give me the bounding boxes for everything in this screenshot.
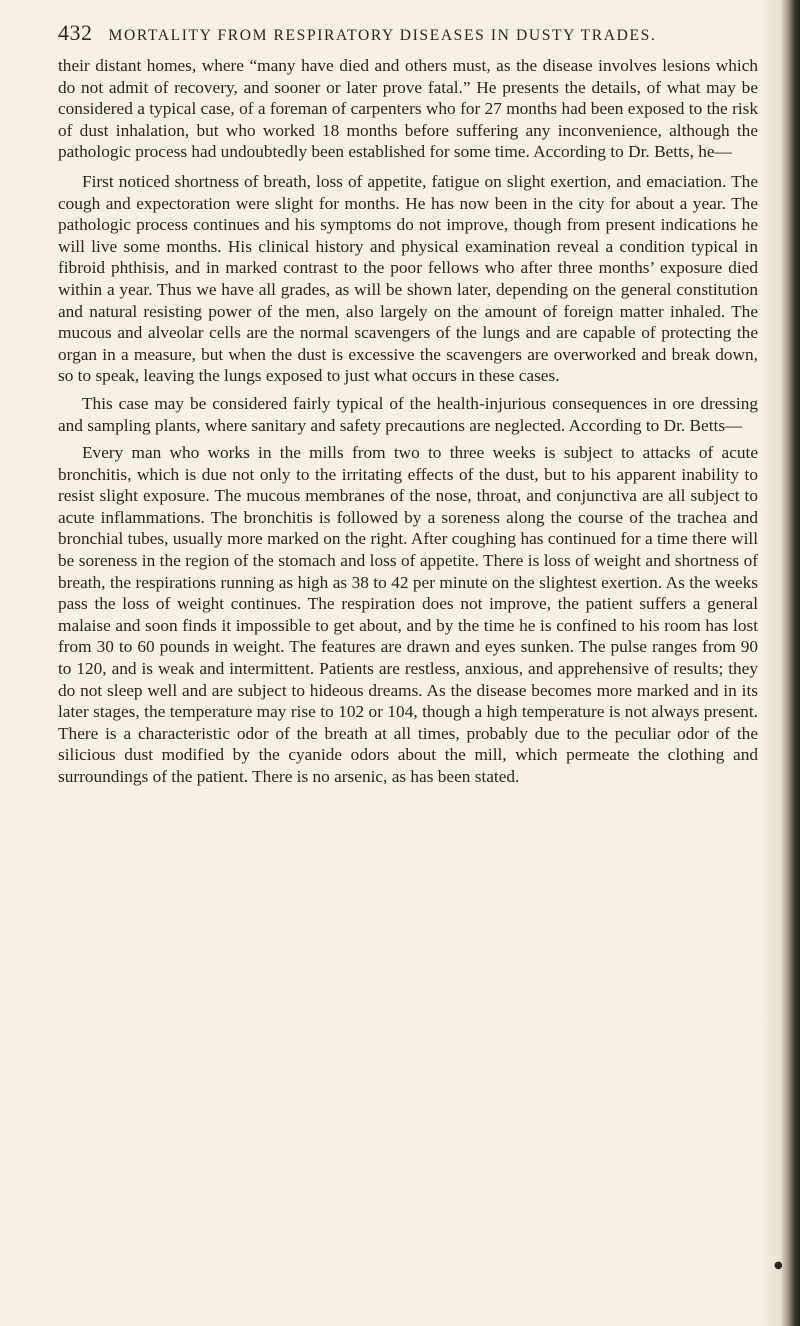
page-header <box>58 20 758 54</box>
paragraph-typical-case: This case may be considered fairly typical of the health-injurious consequences in ore dressing and sampling plants, where sanitary and safety precautions are neglected. According to Dr. Betts— <box>58 393 758 435</box>
quoted-paragraph-symptoms: Every man who works in the mills from two to three weeks is subject to attacks of acute bronchitis, which is due not only to the irritating effects of the dust, but to his apparent inability to resist slight exposure. The mucous membranes of the nose, throat, and conjunctiva are all subject to acute inflammations. The bronchitis is followed by a soreness along the course of the trachea and bronchial tubes, usually more marked on the right. After coughing has continued for a time there will be soreness in the region of the stomach and loss of appetite. There is loss of weight and shortness of breath, the respirations running as high as 38 to 42 per minute on the slightest exertion. As the weeks pass the loss of weight continues. The respiration does not improve, the patient suffers a general malaise and soon finds it impossible to get about, and by the time he is confined to his room has lost from 30 to 60 pounds in weight. The features are drawn and eyes sunken. The pulse ranges from 90 to 120, and is weak and intermittent. Patients are restless, anxious, and apprehensive of results; they do not sleep well and are subject to hideous dreams. As the disease becomes more marked and in its later stages, the temperature may rise to 102 or 104, though a high temperature is not always present. There is a characteristic odor of the breath at all times, probably due to the peculiar odor of the silicious dust modified by the cyanide odors about the mill, which permeate the clothing and surroundings of the patient. There is no arsenic, as has been stated. <box>58 443 758 786</box>
page-number: 432 <box>58 20 93 45</box>
book-spine-shadow <box>782 0 800 1326</box>
printer-dot-icon: ● <box>774 1260 783 1271</box>
paragraph-continuation: their distant homes, where “many have died and others must, as the disease involves lesions which do not admit of recovery, and sooner or later prove fatal.” He presents the details, of what may be considered a typical case, of a foreman of carpenters who for 27 months had been exposed to the risk of dust inhalation, but who worked 18 months before suffering any inconvenience, although the pathologic process had undoubtedly been established for some time. According to Dr. Betts, he— <box>58 56 758 162</box>
running-head: MORTALITY FROM RESPIRATORY DISEASES IN DUSTY TRADES. <box>108 27 657 44</box>
quoted-paragraph-case-history: First noticed shortness of breath, loss of appetite, fatigue on slight exertion, and emaciation. The cough and expectoration were slight for months. He has now been in the city for about a year. The pathologic process continues and his symptoms do not improve, though from present indications he will live some months. His clinical history and physical examination reveal a condition typical in fibroid phthisis, and in marked contrast to the poor fellows who after three months’ exposure died within a year. Thus we have all grades, as will be shown later, depending on the general constitution and natural resisting power of the men, also largely on the amount of foreign matter inhaled. The mucous and alveolar cells are the normal scavengers of the lungs and are capable of protecting the organ in a measure, but when the dust is excessive the scavengers are overworked and break down, so to speak, leaving the lungs exposed to just what occurs in these cases. <box>58 171 758 386</box>
body-text <box>58 55 758 788</box>
